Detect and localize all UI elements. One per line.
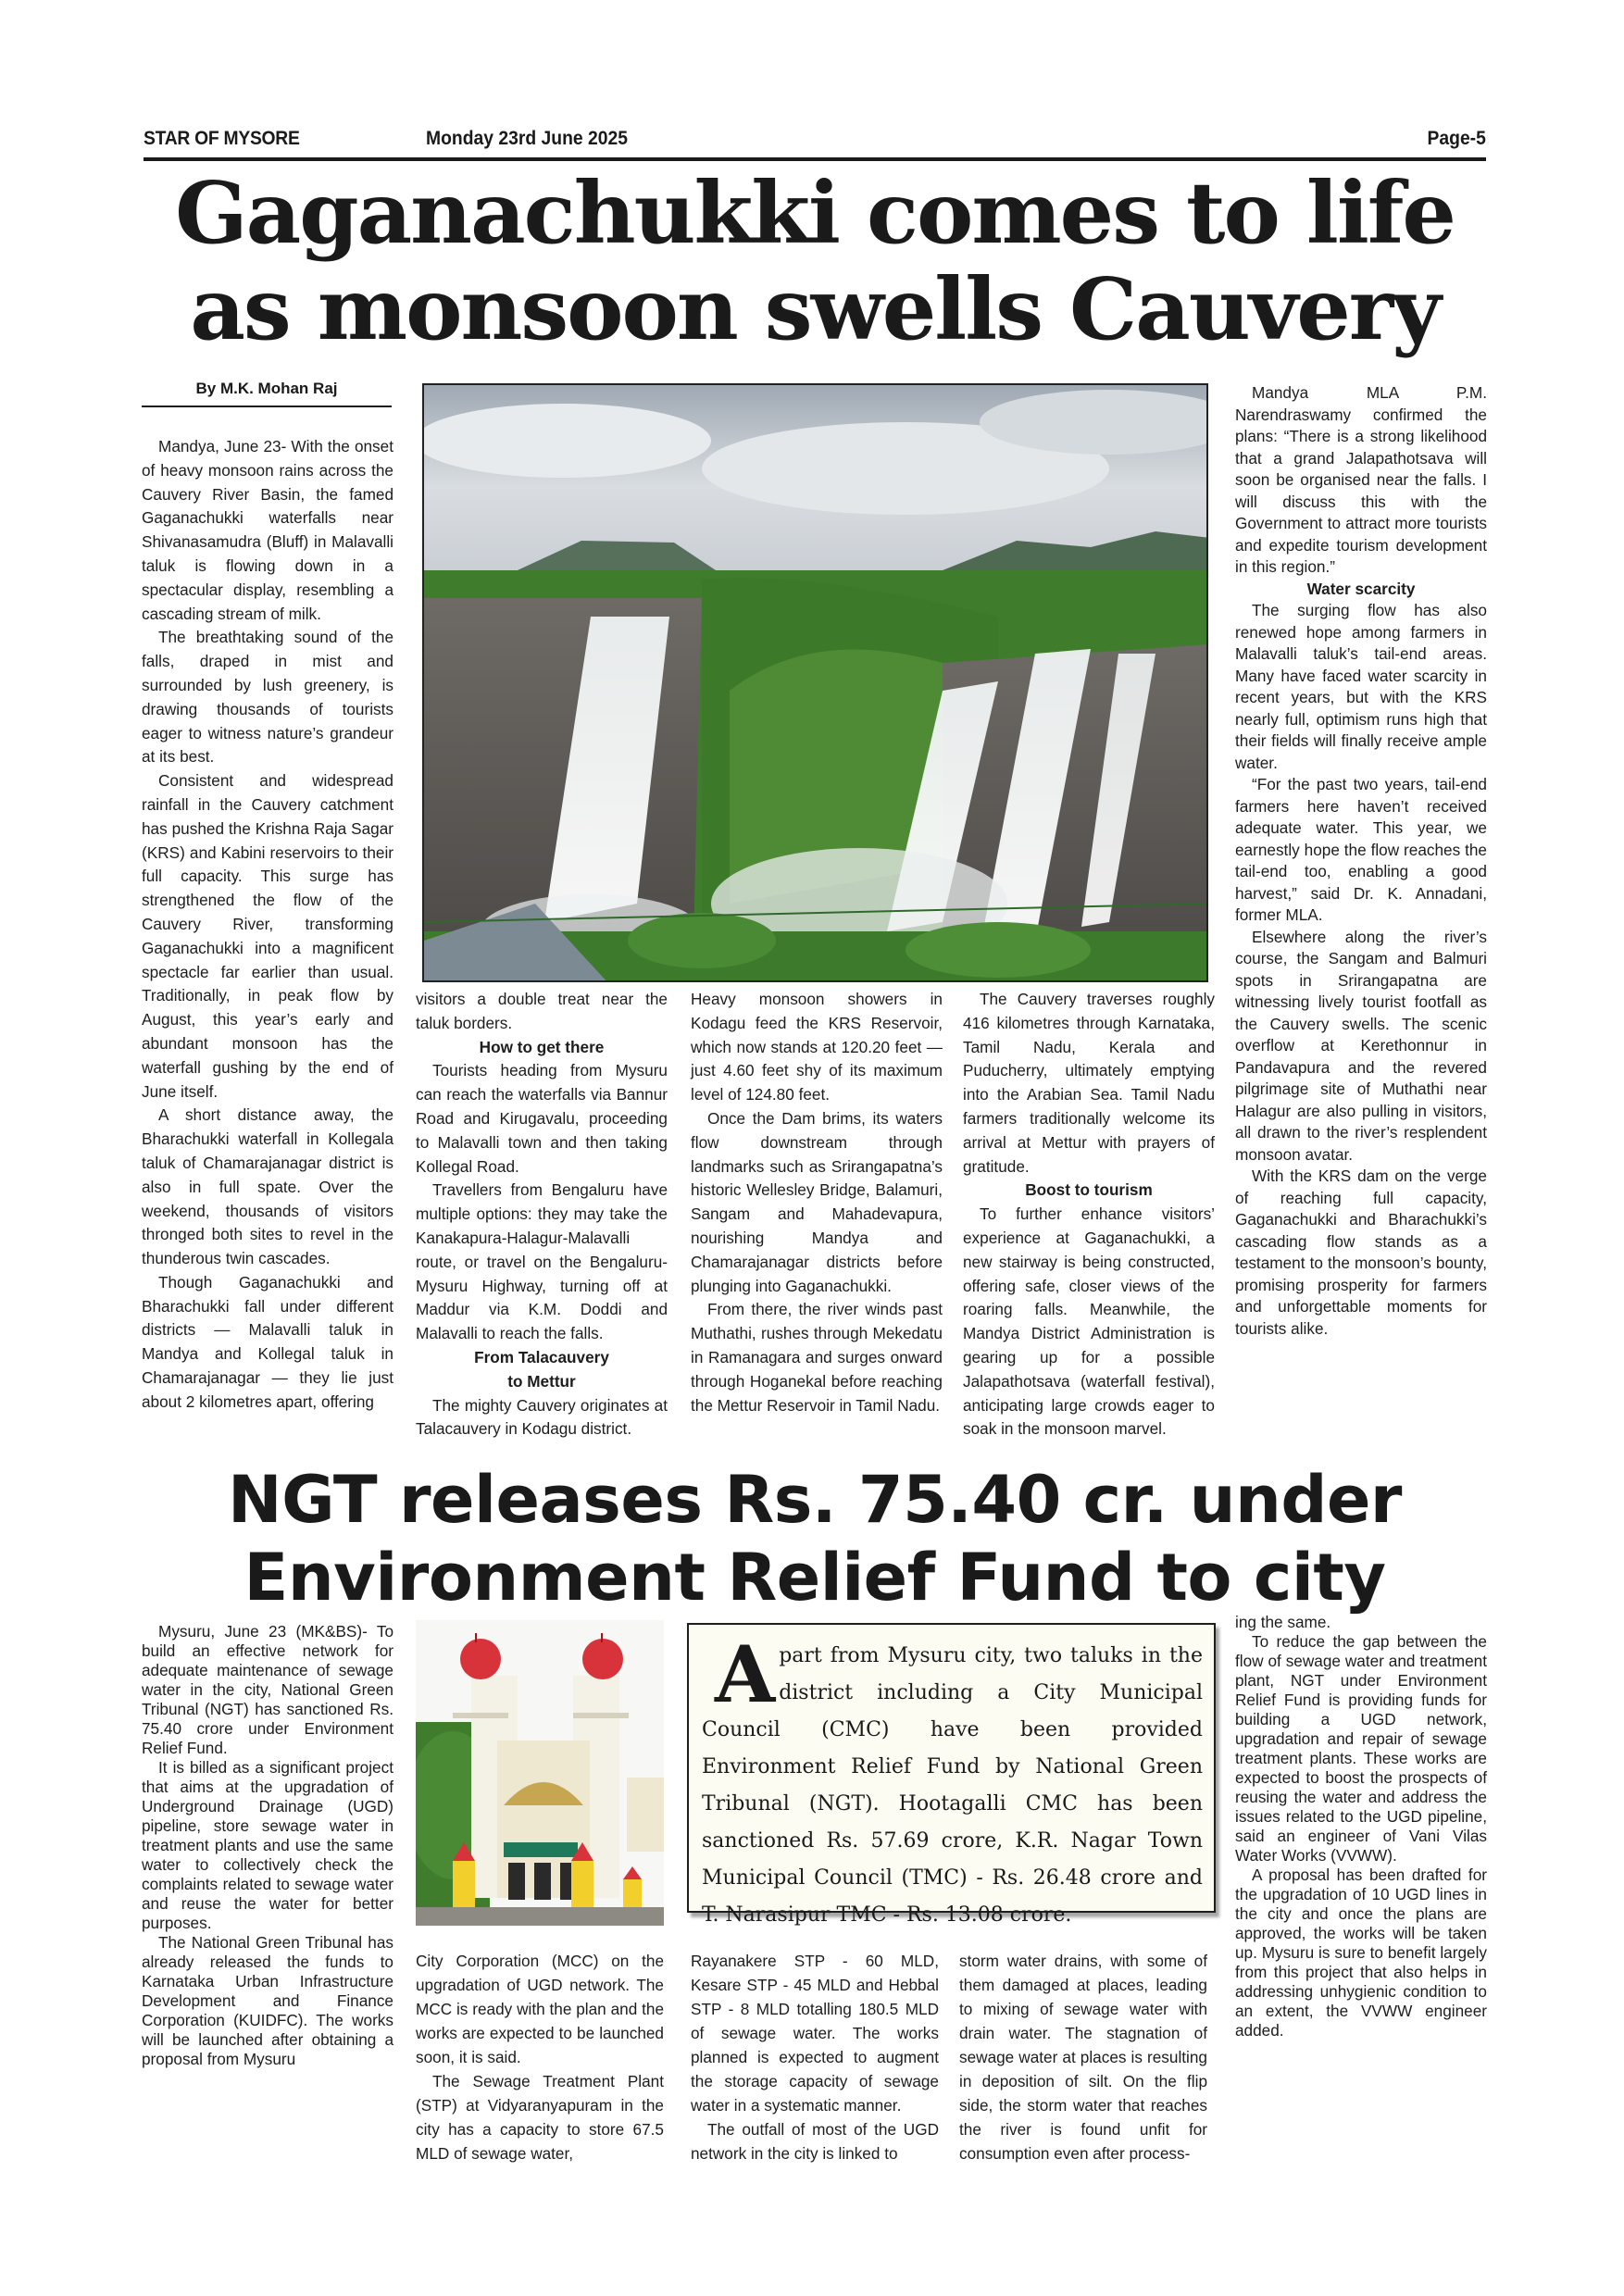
paragraph: Consistent and widespread rainfall in the Cauvery catchment has pushed the Krishna Raja Sagar (KRS) and Kabini reservoirs to their full capacity. This surge has strengthened the flow of the Cauvery River, transforming Gaganachukki into a magnificent spectacle far earlier than usual. Traditionally, in peak flow by August, this year’s early and abundant monsoon has the waterfall gushing by the end of June itself. xyxy=(142,771,394,1101)
story2-headline-line1: NGT releases Rs. 75.40 cr. under xyxy=(228,1462,1402,1538)
paragraph: “For the past two years, tail-end farmers here haven’t received adequate water. This year, we earnestly hope the flow reaches the tail-end too, enabling a good harvest,” said Dr. K. Annadani, former MLA. xyxy=(1235,775,1487,924)
story2-column-3 xyxy=(691,1949,939,2165)
paragraph: The mighty Cauvery originates at Talacauvery in Kodagu district. xyxy=(416,1395,668,1439)
paragraph: Mysuru, June 23 (MK&BS)- To build an effective network for adequate maintenance of sewage water in the city, National Green Tribunal (NGT) has sanctioned Rs. 75.40 crore under Environment Relief Fund. xyxy=(142,1622,394,1757)
story1-column-4 xyxy=(963,988,1215,1441)
story1-column-1 xyxy=(142,435,394,1415)
story1-headline-line1: Gaganachukki comes to life xyxy=(175,163,1455,263)
paragraph: Elsewhere along the river’s course, the Sangam and Balmuri spots in Srirangapatna are witnessing lively tourist footfall as the Cauvery swells. The scenic overflow at Kerethonnur in Pandavapura and the revered pilgrimage site of Muthathi near Halagur are also pulling in visitors, all drawn to the river’s resplendent monsoon avatar. xyxy=(1235,927,1487,1164)
callout-text xyxy=(702,1628,1203,1934)
story2-column-4 xyxy=(959,1949,1207,2165)
paragraph: Heavy monsoon showers in Kodagu feed the KRS Reservoir, which now stands at 120.20 feet — just 4.60 feet shy of its maximum level of 124.80 feet. xyxy=(691,990,943,1104)
waterfall-image-icon xyxy=(424,385,1208,982)
paragraph: The National Green Tribunal has already released the funds to Karnataka Urban Infrastructure Development and Finance Corporation (KUIDFC). The works will be launched after obtaining a proposal from Mysuru xyxy=(142,1933,394,2068)
story2-column-2 xyxy=(416,1949,664,2165)
story2-headline xyxy=(130,1461,1500,1616)
story1-column-5 xyxy=(1235,382,1487,1340)
story1-headline-line2: as monsoon swells Cauvery xyxy=(190,259,1440,359)
callout-box xyxy=(687,1623,1216,1927)
newspaper-name: STAR OF MYSORE xyxy=(144,128,300,149)
story2-column-1 xyxy=(142,1622,394,2069)
paragraph: From there, the river winds past Muthathi, rushes through Mekedatu in Ramanagara and surges onward through Hoganekal before reaching the Mettur Reservoir in Tamil Nadu. xyxy=(691,1300,943,1415)
masthead-rule xyxy=(144,157,1486,161)
drop-cap: A xyxy=(715,1628,776,1720)
paragraph: To reduce the gap between the flow of sewage water and treatment plant, NGT under Environment Relief Fund is providing funds for building a UGD network, upgradation and repair of sewage treatment plants. These works are expected to boost the prospects of reusing the water and address the issues related to the UGD pipeline, said an engineer of Vani Vilas Water Works (VVWW). xyxy=(1235,1632,1487,1865)
paragraph: storm water drains, with some of them damaged at places, leading to mixing of sewage water with drain water. The stagnation of sewage water at places is resulting in deposition of silt. On the flip side, the storm water that reaches the river is found unfit for consumption even after process- xyxy=(959,1952,1207,2163)
story2-column-5 xyxy=(1235,1613,1487,2040)
paragraph: Though Gaganachukki and Bharachukki fall under different districts — Malavalli taluk in Mandya and Kollegal taluk in Chamarajanagar — they lie just about 2 kilometres apart, offering xyxy=(142,1272,394,1411)
subheading-boost-to-tourism: Boost to tourism xyxy=(1025,1180,1153,1200)
paragraph: The outfall of most of the UGD network in the city is linked to xyxy=(691,2120,939,2163)
paragraph: To further enhance visitors’ experience at Gaganachukki, a new stairway is being constructed, offering safe, closer views of the roaring falls. Meanwhile, the Mandya District Administration is gearing up for a possible Jalapathotsava (waterfall festival), anticipating large crowds eager to soak in the monsoon marvel. xyxy=(963,1204,1215,1439)
masthead xyxy=(144,128,1486,161)
paragraph: Mandya MLA P.M. Narendraswamy confirmed the plans: “There is a strong likelihood that a grand Jalapathotsava will soon be organised near the falls. I will discuss this with the Government to attract more tourists and expedite tourism development in this region.” xyxy=(1235,383,1487,576)
subheading-how-to-get-there: How to get there xyxy=(479,1037,605,1056)
paragraph: City Corporation (MCC) on the upgradation of UGD network. The MCC is ready with the plan and the works are expected to be launched soon, it is said. xyxy=(416,1952,664,2066)
paragraph: visitors a double treat near the taluk borders. xyxy=(416,990,668,1032)
paragraph: The breathtaking sound of the falls, draped in mist and surrounded by lush greenery, is drawing thousands of tourists eager to witness nature’s grandeur at its best. xyxy=(142,628,394,767)
waterfall-photo xyxy=(422,383,1208,982)
paragraph: It is billed as a significant project that aims at the upgradation of Underground Drainage (UGD) pipeline, store sewage water in treatment plants and use the same water to collectively check the complaints related to sewage water and reuse the water for better purposes. xyxy=(142,1758,394,1932)
paragraph: A proposal has been drafted for the upgradation of 10 UGD lines in the city and once the plans are approved, the works will be taken up. Mysuru is sure to benefit largely from this project that also helps in addressing unhygienic condition to an extent, the VVWW engineer added. xyxy=(1235,1866,1487,2040)
city-corporation-photo xyxy=(416,1620,664,1926)
paragraph: The Cauvery traverses roughly 416 kilometres through Karnataka, Tamil Nadu, Kerala and Puducherry, ultimately emptying into the Arabian Sea. Tamil Nadu farmers traditionally welcome its arrival at Mettur with prayers of gratitude. xyxy=(963,990,1215,1176)
paragraph: The surging flow has also renewed hope among farmers in Malavalli taluk’s tail-end areas. Many have faced water scarcity in recent years, but with the KRS nearly full, optimism runs high that their fields will finally receive ample water. xyxy=(1235,601,1487,772)
building-image-icon xyxy=(416,1620,664,1926)
page-number: Page-5 xyxy=(1427,128,1486,149)
story1-column-2 xyxy=(416,988,668,1441)
paragraph: A short distance away, the Bharachukki waterfall in Kollegala taluk of Chamarajanagar district is also in full spate. Over the weekend, thousands of visitors thronged both sites to revel in the thunderous twin cascades. xyxy=(142,1105,394,1268)
callout-body: part from Mysuru city, two taluks in the district including a City Municipal Council (CMC) have been provided Environment Relief Fund by National Green Tribunal (NGT). Hootagalli CMC has been sanctioned Rs. 57.69 crore, K.R. Nagar Town Municipal Council (TMC) - Rs. 26.48 crore and T. Narasipur TMC - Rs. 13.08 crore. xyxy=(702,1644,1203,1927)
subheading-water-scarcity: Water scarcity xyxy=(1306,579,1416,598)
issue-date: Monday 23rd June 2025 xyxy=(426,128,628,149)
paragraph: Mandya, June 23- With the onset of heavy monsoon rains across the Cauvery River Basin, the famed Gaganachukki waterfalls near Shivanasamudra (Bluff) in Malavalli taluk is flowing down in a spectacular display, resembling a cascading stream of milk. xyxy=(142,437,394,623)
story2-headline-line2: Environment Relief Fund to city xyxy=(244,1540,1386,1616)
paragraph: Tourists heading from Mysuru can reach the waterfalls via Bannur Road and Kirugavalu, proceeding to Malavalli town and then taking Kollegal Road. xyxy=(416,1061,668,1176)
paragraph: ing the same. xyxy=(1235,1613,1331,1631)
story1-headline xyxy=(130,165,1500,357)
subheading-mettur: to Mettur xyxy=(507,1371,576,1391)
story1-column-3 xyxy=(691,988,943,1417)
paragraph: Travellers from Bengaluru have multiple options: they may take the Kanakapura-Halagur-Malavalli route, or travel on the Bengaluru-Mysuru Highway, turning off at Maddur via K.M. Doddi and Malavalli to reach the falls. xyxy=(416,1180,668,1343)
paragraph: Once the Dam brims, its waters flow downstream through landmarks such as Srirangapatna’s historic Wellesley Bridge, Balamuri, Sangam and Mahadevapura, nourishing Mandya and Chamarajanagar districts before plunging into Gaganachukki. xyxy=(691,1108,943,1295)
byline: By M.K. Mohan Raj xyxy=(142,380,392,407)
paragraph: The Sewage Treatment Plant (STP) at Vidyaranyapuram in the city has a capacity to store 67.5 MLD of sewage water, xyxy=(416,2072,664,2163)
subheading-talacauvery: From Talacauvery xyxy=(474,1347,609,1366)
paragraph: With the KRS dam on the verge of reaching full capacity, Gaganachukki and Bharachukki’s cascading flow stands as a testament to the monsoon’s bounty, promising prosperity for farmers and unforgettable moments for tourists alike. xyxy=(1235,1167,1487,1338)
paragraph: Rayanakere STP - 60 MLD, Kesare STP - 45 MLD and Hebbal STP - 8 MLD totalling 180.5 MLD of sewage water. The works planned is expected to augment the storage capacity of sewage water in a systematic manner. xyxy=(691,1952,939,2115)
